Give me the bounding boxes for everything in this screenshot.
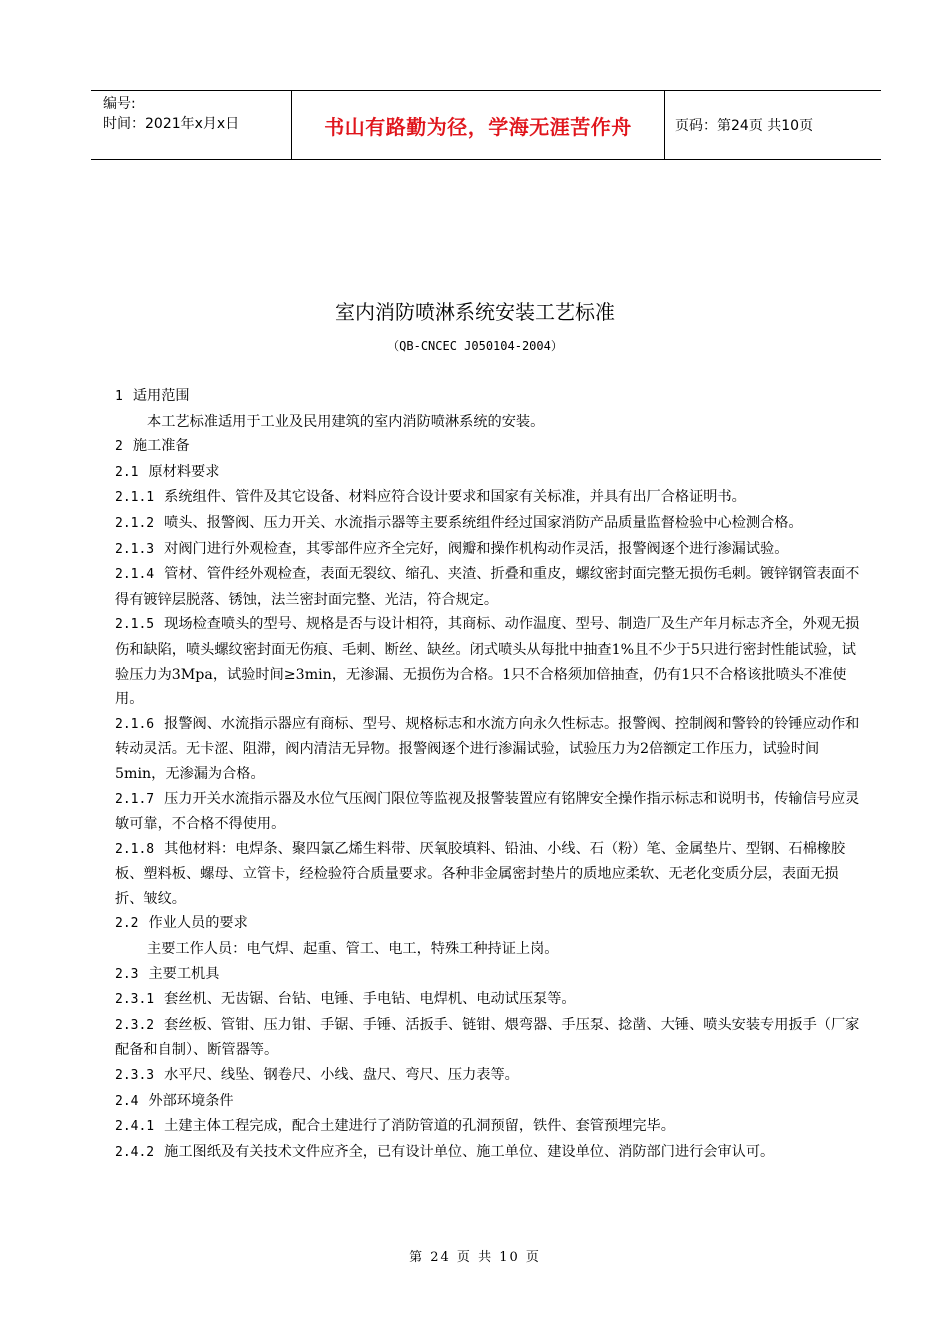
section-text: 管材、管件经外观检查，表面无裂纹、缩孔、夹渣、折叠和重皮，螺纹密封面完整无损伤毛刺。镀锌钢管表面不得有镀锌层脱落、锈蚀，法兰密封面完整、光洁，符合规定。 (115, 566, 860, 608)
section-number: 2.1 (115, 464, 139, 480)
section-number: 2.2 (115, 916, 139, 932)
section-paragraph (115, 612, 865, 711)
section-heading (115, 962, 865, 988)
header-motto: 书山有路勤为径，学海无涯苦作舟 (292, 91, 665, 159)
section-number: 2.3 (115, 966, 139, 982)
document-code: （QB-CNCEC J050104-2004） (387, 339, 563, 353)
section-paragraph (115, 1114, 865, 1140)
header-page-info: 页码：第24页 共10页 (675, 118, 814, 134)
section-number: 1 (115, 389, 123, 404)
section-text: 外部环境条件 (148, 1092, 234, 1109)
section-number: 2.3.2 (115, 1017, 155, 1033)
header-meta-cell (91, 91, 292, 159)
section-paragraph (115, 712, 865, 787)
section-text: 水平尺、线坠、钢卷尺、小线、盘尺、弯尺、压力表等。 (164, 1067, 519, 1084)
section-text: 主要工机具 (148, 965, 220, 982)
section-paragraph (115, 511, 865, 537)
section-number: 2.1.4 (115, 567, 155, 583)
section-heading (115, 434, 865, 460)
section-number: 2.4 (115, 1093, 139, 1109)
section-paragraph (115, 485, 865, 511)
section-text: 适用范围 (132, 388, 190, 404)
section-text: 其他材料：电焊条、聚四氯乙烯生料带、厌氧胶填料、铅油、小线、石（粉）笔、金属垫片、型钢、石棉橡胶板、塑料板、螺母、立管卡，经检验符合质量要求。各种非金属密封垫片的质地应柔软、无老化变质分层，表面无损折、皱纹。 (115, 840, 846, 907)
section-paragraph (115, 537, 865, 563)
section-text: 现场检查喷头的型号、规格是否与设计相符，其商标、动作温度、型号、制造厂及生产年月标志齐全，外观无损伤和缺陷，喷头螺纹密封面无伤痕、毛刺、断丝、缺丝。闭式喷头从每批中抽查1%且不少于5只进行密封性能试验，试验压力为3Mpa，试验时间≥3min，无渗漏、无损伤为合格。1只不合格须加倍抽查，仍有1只不合格该批喷头不准使用。 (115, 616, 860, 708)
section-paragraph (115, 987, 865, 1013)
section-text: 套丝板、管钳、压力钳、手锯、手锤、活扳手、链钳、煨弯器、手压泵、捻凿、大锤、喷头安装专用扳手（厂家配备和自制）、断管器等。 (115, 1016, 860, 1059)
section-paragraph (115, 937, 865, 962)
section-paragraph (115, 562, 865, 612)
section-text: 系统组件、管件及其它设备、材料应符合设计要求和国家有关标准，并具有出厂合格证明书。 (164, 489, 746, 506)
header-table (91, 90, 881, 160)
section-heading (115, 460, 865, 486)
section-text: 喷头、报警阀、压力开关、水流指示器等主要系统组件经过国家消防产品质量监督检验中心检测合格。 (164, 514, 803, 531)
section-number: 2.1.7 (115, 791, 155, 807)
section-paragraph (115, 1013, 865, 1063)
section-number: 2.1.2 (115, 515, 155, 531)
time-label: 时间：2021年x月x日 (103, 116, 240, 132)
section-text: 报警阀、水流指示器应有商标、型号、规格标志和水流方向永久性标志。报警阀、控制阀和警铃的铃锤应动作和转动灵活。无卡涩、阻滞，阀内清洁无异物。报警阀逐个进行渗漏试验，试验压力为2倍额定工作压力，试验时间5min，无渗漏为合格。 (115, 715, 860, 782)
section-number: 2.4.1 (115, 1119, 155, 1135)
section-paragraph (115, 410, 865, 435)
section-paragraph (115, 837, 865, 912)
section-text: 套丝机、无齿锯、台钻、电锤、手电钻、电焊机、电动试压泵等。 (164, 991, 576, 1008)
section-text: 土建主体工程完成，配合土建进行了消防管道的孔洞预留，铁件、套管预埋完毕。 (164, 1118, 675, 1135)
section-text: 施工图纸及有关技术文件应齐全，已有设计单位、施工单位、建设单位、消防部门进行会审认可。 (164, 1143, 775, 1160)
page-footer: 第 24 页 共 10 页 (409, 1250, 541, 1265)
section-number: 2.3.1 (115, 992, 155, 1008)
section-number: 2.1.6 (115, 716, 155, 732)
section-number: 2.1.3 (115, 541, 155, 557)
section-text: 压力开关水流指示器及水位气压阀门限位等监视及报警装置应有铭牌安全操作指示标志和说明书，传输信号应灵敏可靠，不合格不得使用。 (115, 790, 860, 833)
section-heading (115, 911, 865, 937)
section-paragraph (115, 1063, 865, 1089)
section-number: 2 (115, 439, 123, 455)
section-number: 2.1.8 (115, 841, 155, 857)
section-paragraph (115, 787, 865, 837)
section-number: 2.1.1 (115, 490, 155, 506)
number-label: 编号: (103, 96, 136, 112)
section-number: 2.3.3 (115, 1068, 155, 1084)
section-heading (115, 1089, 865, 1115)
section-text: 作业人员的要求 (148, 915, 248, 932)
section-text: 主要工作人员：电气焊、起重、管工、电工，特殊工种持证上岗。 (147, 941, 559, 958)
section-heading (115, 384, 865, 410)
section-text: 原材料要求 (148, 463, 220, 480)
section-number: 2.1.5 (115, 617, 155, 633)
document-body (115, 384, 865, 1165)
section-paragraph (115, 1140, 865, 1166)
section-text: 本工艺标准适用于工业及民用建筑的室内消防喷淋系统的安装。 (147, 413, 545, 430)
section-text: 对阀门进行外观检查，其零部件应齐全完好，阀瓣和操作机构动作灵活，报警阀逐个进行渗漏试验。 (164, 540, 789, 557)
document-title: 室内消防喷淋系统安装工艺标准 (335, 300, 615, 324)
section-text: 施工准备 (132, 438, 190, 455)
section-number: 2.4.2 (115, 1144, 155, 1160)
